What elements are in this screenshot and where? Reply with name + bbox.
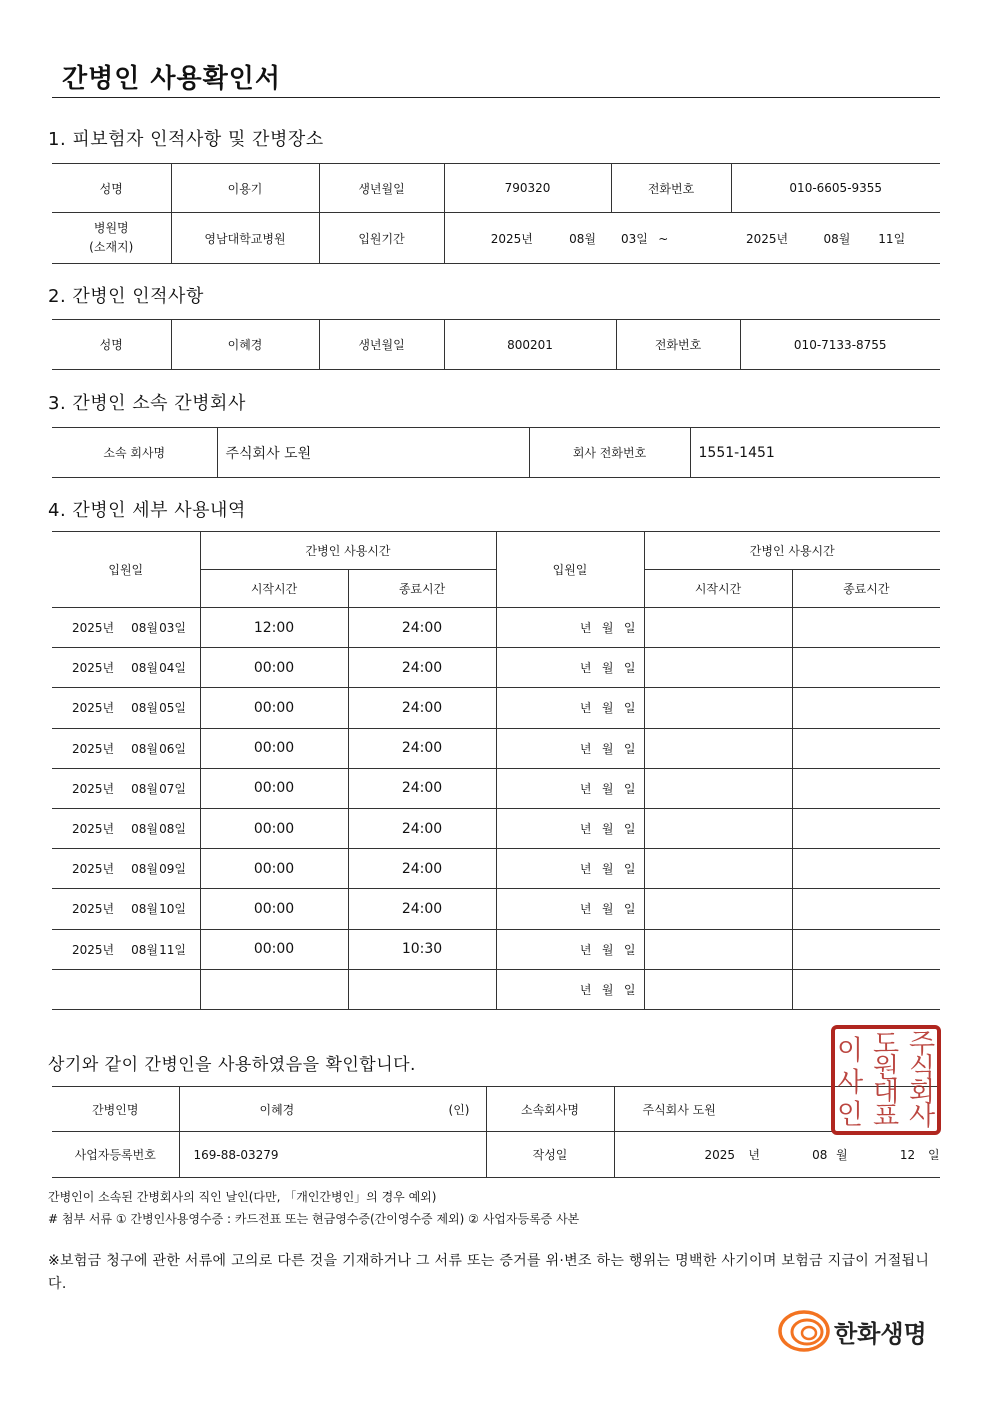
seal-character: 원	[872, 1053, 900, 1085]
hospital-label	[52, 213, 171, 264]
blank-date-month-unit: 월	[601, 982, 614, 997]
blank-date-month-unit: 월	[601, 781, 614, 796]
blank-date-day-unit: 일	[623, 781, 636, 796]
usage-date	[52, 648, 200, 688]
usage-date-day: 06일	[159, 741, 186, 756]
seal-character: 주	[908, 1029, 936, 1061]
seal-character: 사	[908, 1101, 936, 1133]
section1-heading: 1. 피보험자 인적사항 및 간병장소	[48, 129, 324, 150]
usage-date-year: 2025년	[72, 701, 115, 716]
company-tel: 1551-1451	[690, 428, 940, 478]
caregiver-birth: 800201	[444, 320, 616, 370]
company-sign-name: 주식회사 도원	[614, 1087, 940, 1132]
left-date-header: 입원일	[52, 532, 200, 608]
blank-start-time	[644, 648, 792, 688]
patient-name: 이용기	[171, 164, 319, 213]
note-attachments: # 첨부 서류 ① 간병인사용영수증 : 카드전표 또는 현금영수증(간이영수증 제외) ② 사업자등록증 사본	[48, 1212, 580, 1226]
blank-start-time	[644, 849, 792, 889]
blank-usage-date	[496, 728, 644, 768]
usage-date-year: 2025년	[72, 661, 115, 676]
blank-start-time	[644, 929, 792, 969]
blank-date-month-unit: 월	[601, 902, 614, 917]
blank-date-month-unit: 월	[601, 741, 614, 756]
blank-usage-date	[496, 889, 644, 929]
blank-date-year-unit: 년	[579, 781, 592, 796]
usage-end-time: 24:00	[348, 608, 496, 648]
usage-row	[52, 648, 940, 688]
blank-date-month-unit: 월	[601, 942, 614, 957]
usage-date-day: 05일	[159, 701, 186, 716]
blank-usage-date	[496, 929, 644, 969]
written-month: 08	[812, 1148, 828, 1162]
patient-birth-label: 생년월일	[319, 164, 444, 213]
period-to-year: 2025년	[746, 231, 789, 246]
written-day-unit: 일	[928, 1148, 940, 1162]
usage-row	[52, 688, 940, 728]
seal-mark: (인)	[448, 1103, 470, 1117]
usage-date-year: 2025년	[72, 862, 115, 877]
usage-start-time: 00:00	[200, 808, 348, 848]
caregiver-phone-label: 전화번호	[616, 320, 740, 370]
caregiver-name-label: 성명	[52, 320, 171, 370]
caregiver-sign-cell	[179, 1087, 486, 1132]
period-label: 입원기간	[319, 213, 444, 264]
admission-period	[444, 213, 940, 264]
usage-date	[52, 929, 200, 969]
right-date-header: 입원일	[496, 532, 644, 608]
patient-info-table	[52, 163, 940, 264]
hospital-label-main: 병원명	[93, 221, 129, 235]
blank-start-time	[644, 808, 792, 848]
period-to-month: 08월	[823, 231, 851, 246]
blank-end-time	[792, 849, 940, 889]
blank-usage-date	[496, 768, 644, 808]
usage-date-month: 08월	[131, 661, 158, 676]
blank-date-year-unit: 년	[579, 902, 592, 917]
blank-date-month-unit: 월	[601, 701, 614, 716]
usage-date-month: 08월	[131, 741, 158, 756]
right-end-header: 종료시간	[792, 570, 940, 608]
usage-start-time: 00:00	[200, 849, 348, 889]
usage-date	[52, 768, 200, 808]
note-seal-requirement: 간병인이 소속된 간병회사의 직인 날인(다만, 「개인간병인」의 경우 예외)	[48, 1190, 437, 1204]
caregiver-sign-name: 이혜경	[259, 1103, 295, 1117]
patient-name-label: 성명	[52, 164, 171, 213]
blank-start-time	[644, 728, 792, 768]
usage-start-time: 00:00	[200, 889, 348, 929]
usage-start-time: 00:00	[200, 648, 348, 688]
usage-date-month: 08월	[131, 621, 158, 636]
blank-date-month-unit: 월	[601, 862, 614, 877]
bizno: 169-88-03279	[179, 1132, 486, 1178]
usage-date-day: 03일	[159, 621, 186, 636]
blank-start-time	[644, 688, 792, 728]
written-month-unit: 월	[835, 1148, 848, 1162]
written-day: 12	[899, 1148, 916, 1162]
written-year: 2025	[704, 1148, 736, 1162]
usage-date-year: 2025년	[72, 781, 115, 796]
blank-date-year-unit: 년	[579, 822, 592, 837]
section2-heading: 2. 간병인 인적사항	[48, 286, 204, 307]
blank-end-time	[792, 728, 940, 768]
seal-character: 사	[836, 1067, 864, 1099]
section3-heading: 3. 간병인 소속 간병회사	[48, 393, 246, 414]
blank-end-time	[792, 768, 940, 808]
usage-date-year: 2025년	[72, 621, 115, 636]
usage-end-time: 24:00	[348, 808, 496, 848]
usage-date	[52, 808, 200, 848]
written-date	[614, 1132, 940, 1178]
caregiver-sign-label: 간병인명	[52, 1087, 179, 1132]
blank-usage-date	[496, 688, 644, 728]
blank-end-time	[792, 608, 940, 648]
usage-end-time: 24:00	[348, 849, 496, 889]
right-time-header: 간병인 사용시간	[644, 532, 940, 570]
usage-date-year: 2025년	[72, 902, 115, 917]
left-start-header: 시작시간	[200, 570, 348, 608]
hanwha-life-logo	[778, 1308, 927, 1354]
usage-row	[52, 929, 940, 969]
patient-birth: 790320	[444, 164, 611, 213]
usage-date	[52, 608, 200, 648]
usage-end-time: 24:00	[348, 728, 496, 768]
blank-end-time	[792, 969, 940, 1009]
period-tilde: ~	[658, 231, 669, 246]
hanwha-life-wordmark: 한화생명	[834, 1319, 927, 1348]
right-start-header: 시작시간	[644, 570, 792, 608]
blank-end-time	[792, 648, 940, 688]
usage-date	[52, 728, 200, 768]
usage-row	[52, 608, 940, 648]
usage-end-time	[348, 969, 496, 1009]
caregiver-birth-label: 생년월일	[319, 320, 444, 370]
usage-start-time	[200, 969, 348, 1009]
usage-date	[52, 688, 200, 728]
blank-date-year-unit: 년	[579, 942, 592, 957]
usage-date-month: 08월	[131, 942, 158, 957]
hospital-label-sub: (소재지)	[89, 240, 134, 254]
usage-date-month: 08월	[131, 822, 158, 837]
caregiver-phone: 010-7133-8755	[740, 320, 940, 370]
blank-date-day-unit: 일	[623, 661, 636, 676]
seal-characters	[837, 1029, 935, 1132]
company-tel-label: 회사 전화번호	[529, 428, 690, 478]
usage-row	[52, 808, 940, 848]
blank-date-day-unit: 일	[623, 982, 636, 997]
written-date-label: 작성일	[486, 1132, 614, 1178]
usage-date	[52, 849, 200, 889]
usage-row	[52, 889, 940, 929]
fraud-warning: ※보험금 청구에 관한 서류에 고의로 다른 것을 기재하거나 그 서류 또는 증거를 위·변조 하는 행위는 명백한 사기이며 보험금 지급이 거절됩니다.	[48, 1253, 930, 1292]
blank-date-day-unit: 일	[623, 741, 636, 756]
confirmation-table	[52, 1086, 940, 1178]
period-from-year: 2025년	[490, 231, 533, 246]
company-sign-label: 소속회사명	[486, 1087, 614, 1132]
document-title: 간병인 사용확인서	[62, 64, 281, 94]
blank-start-time	[644, 969, 792, 1009]
blank-usage-date	[496, 608, 644, 648]
usage-end-time: 24:00	[348, 768, 496, 808]
usage-date-day: 08일	[159, 822, 186, 837]
hospital-name: 영남대학교병원	[171, 213, 319, 264]
usage-end-time: 10:30	[348, 929, 496, 969]
period-from-day: 03일	[620, 231, 648, 246]
company-name: 주식회사 도원	[217, 428, 529, 478]
left-end-header: 종료시간	[348, 570, 496, 608]
title-divider	[52, 97, 940, 98]
usage-row	[52, 969, 940, 1009]
patient-phone: 010-6605-9355	[731, 164, 940, 213]
company-seal-stamp	[830, 1024, 942, 1136]
seal-character: 회	[908, 1077, 936, 1109]
period-from-month: 08월	[569, 231, 597, 246]
seal-character: 식	[908, 1053, 936, 1085]
company-name-label: 소속 회사명	[52, 428, 217, 478]
usage-row	[52, 849, 940, 889]
usage-end-time: 24:00	[348, 889, 496, 929]
usage-date-year: 2025년	[72, 741, 115, 756]
usage-date	[52, 889, 200, 929]
usage-date-day: 07일	[159, 781, 186, 796]
blank-start-time	[644, 608, 792, 648]
bizno-label: 사업자등록번호	[52, 1132, 179, 1178]
blank-date-day-unit: 일	[623, 701, 636, 716]
blank-date-year-unit: 년	[579, 741, 592, 756]
usage-row	[52, 768, 940, 808]
usage-date-month: 08월	[131, 701, 158, 716]
blank-end-time	[792, 889, 940, 929]
seal-character: 도	[872, 1029, 900, 1061]
blank-date-day-unit: 일	[623, 942, 636, 957]
blank-usage-date	[496, 808, 644, 848]
blank-end-time	[792, 929, 940, 969]
usage-date-day: 04일	[159, 661, 186, 676]
seal-character: 인	[836, 1099, 864, 1131]
usage-start-time: 00:00	[200, 768, 348, 808]
written-year-unit: 년	[748, 1148, 760, 1162]
blank-usage-date	[496, 849, 644, 889]
left-time-header: 간병인 사용시간	[200, 532, 496, 570]
usage-date-day: 09일	[159, 862, 186, 877]
period-to-day: 11일	[878, 231, 906, 246]
blank-date-month-unit: 월	[601, 661, 614, 676]
usage-detail-table	[52, 531, 940, 1010]
blank-start-time	[644, 889, 792, 929]
usage-date-day: 10일	[159, 902, 186, 917]
blank-date-year-unit: 년	[579, 621, 592, 636]
blank-date-year-unit: 년	[579, 661, 592, 676]
blank-end-time	[792, 808, 940, 848]
seal-character: 표	[872, 1101, 900, 1133]
blank-end-time	[792, 688, 940, 728]
usage-start-time: 00:00	[200, 929, 348, 969]
usage-date-month: 08월	[131, 862, 158, 877]
blank-date-day-unit: 일	[623, 862, 636, 877]
usage-date	[52, 969, 200, 1009]
hanwha-life-symbol-icon	[778, 1308, 832, 1354]
blank-date-day-unit: 일	[623, 902, 636, 917]
usage-end-time: 24:00	[348, 688, 496, 728]
usage-start-time: 00:00	[200, 728, 348, 768]
usage-start-time: 12:00	[200, 608, 348, 648]
blank-date-month-unit: 월	[601, 822, 614, 837]
blank-date-year-unit: 년	[579, 862, 592, 877]
company-info-table	[52, 427, 940, 478]
blank-start-time	[644, 768, 792, 808]
blank-date-day-unit: 일	[623, 822, 636, 837]
seal-character: 대	[872, 1077, 900, 1109]
confirmation-statement: 상기와 같이 간병인을 사용하였음을 확인합니다.	[48, 1055, 416, 1075]
usage-row	[52, 728, 940, 768]
blank-date-day-unit: 일	[623, 621, 636, 636]
blank-date-year-unit: 년	[579, 701, 592, 716]
usage-date-month: 08월	[131, 781, 158, 796]
usage-date-day: 11일	[159, 942, 186, 957]
blank-usage-date	[496, 969, 644, 1009]
caregiver-name: 이혜경	[171, 320, 319, 370]
blank-date-month-unit: 월	[601, 621, 614, 636]
section4-heading: 4. 간병인 세부 사용내역	[48, 500, 246, 521]
usage-date-year: 2025년	[72, 822, 115, 837]
blank-date-year-unit: 년	[579, 982, 592, 997]
usage-start-time: 00:00	[200, 688, 348, 728]
patient-phone-label: 전화번호	[611, 164, 731, 213]
usage-date-year: 2025년	[72, 942, 115, 957]
usage-end-time: 24:00	[348, 648, 496, 688]
seal-character: 이	[836, 1035, 864, 1067]
usage-rows	[52, 608, 940, 1010]
caregiver-info-table	[52, 319, 940, 370]
blank-usage-date	[496, 648, 644, 688]
usage-date-month: 08월	[131, 902, 158, 917]
